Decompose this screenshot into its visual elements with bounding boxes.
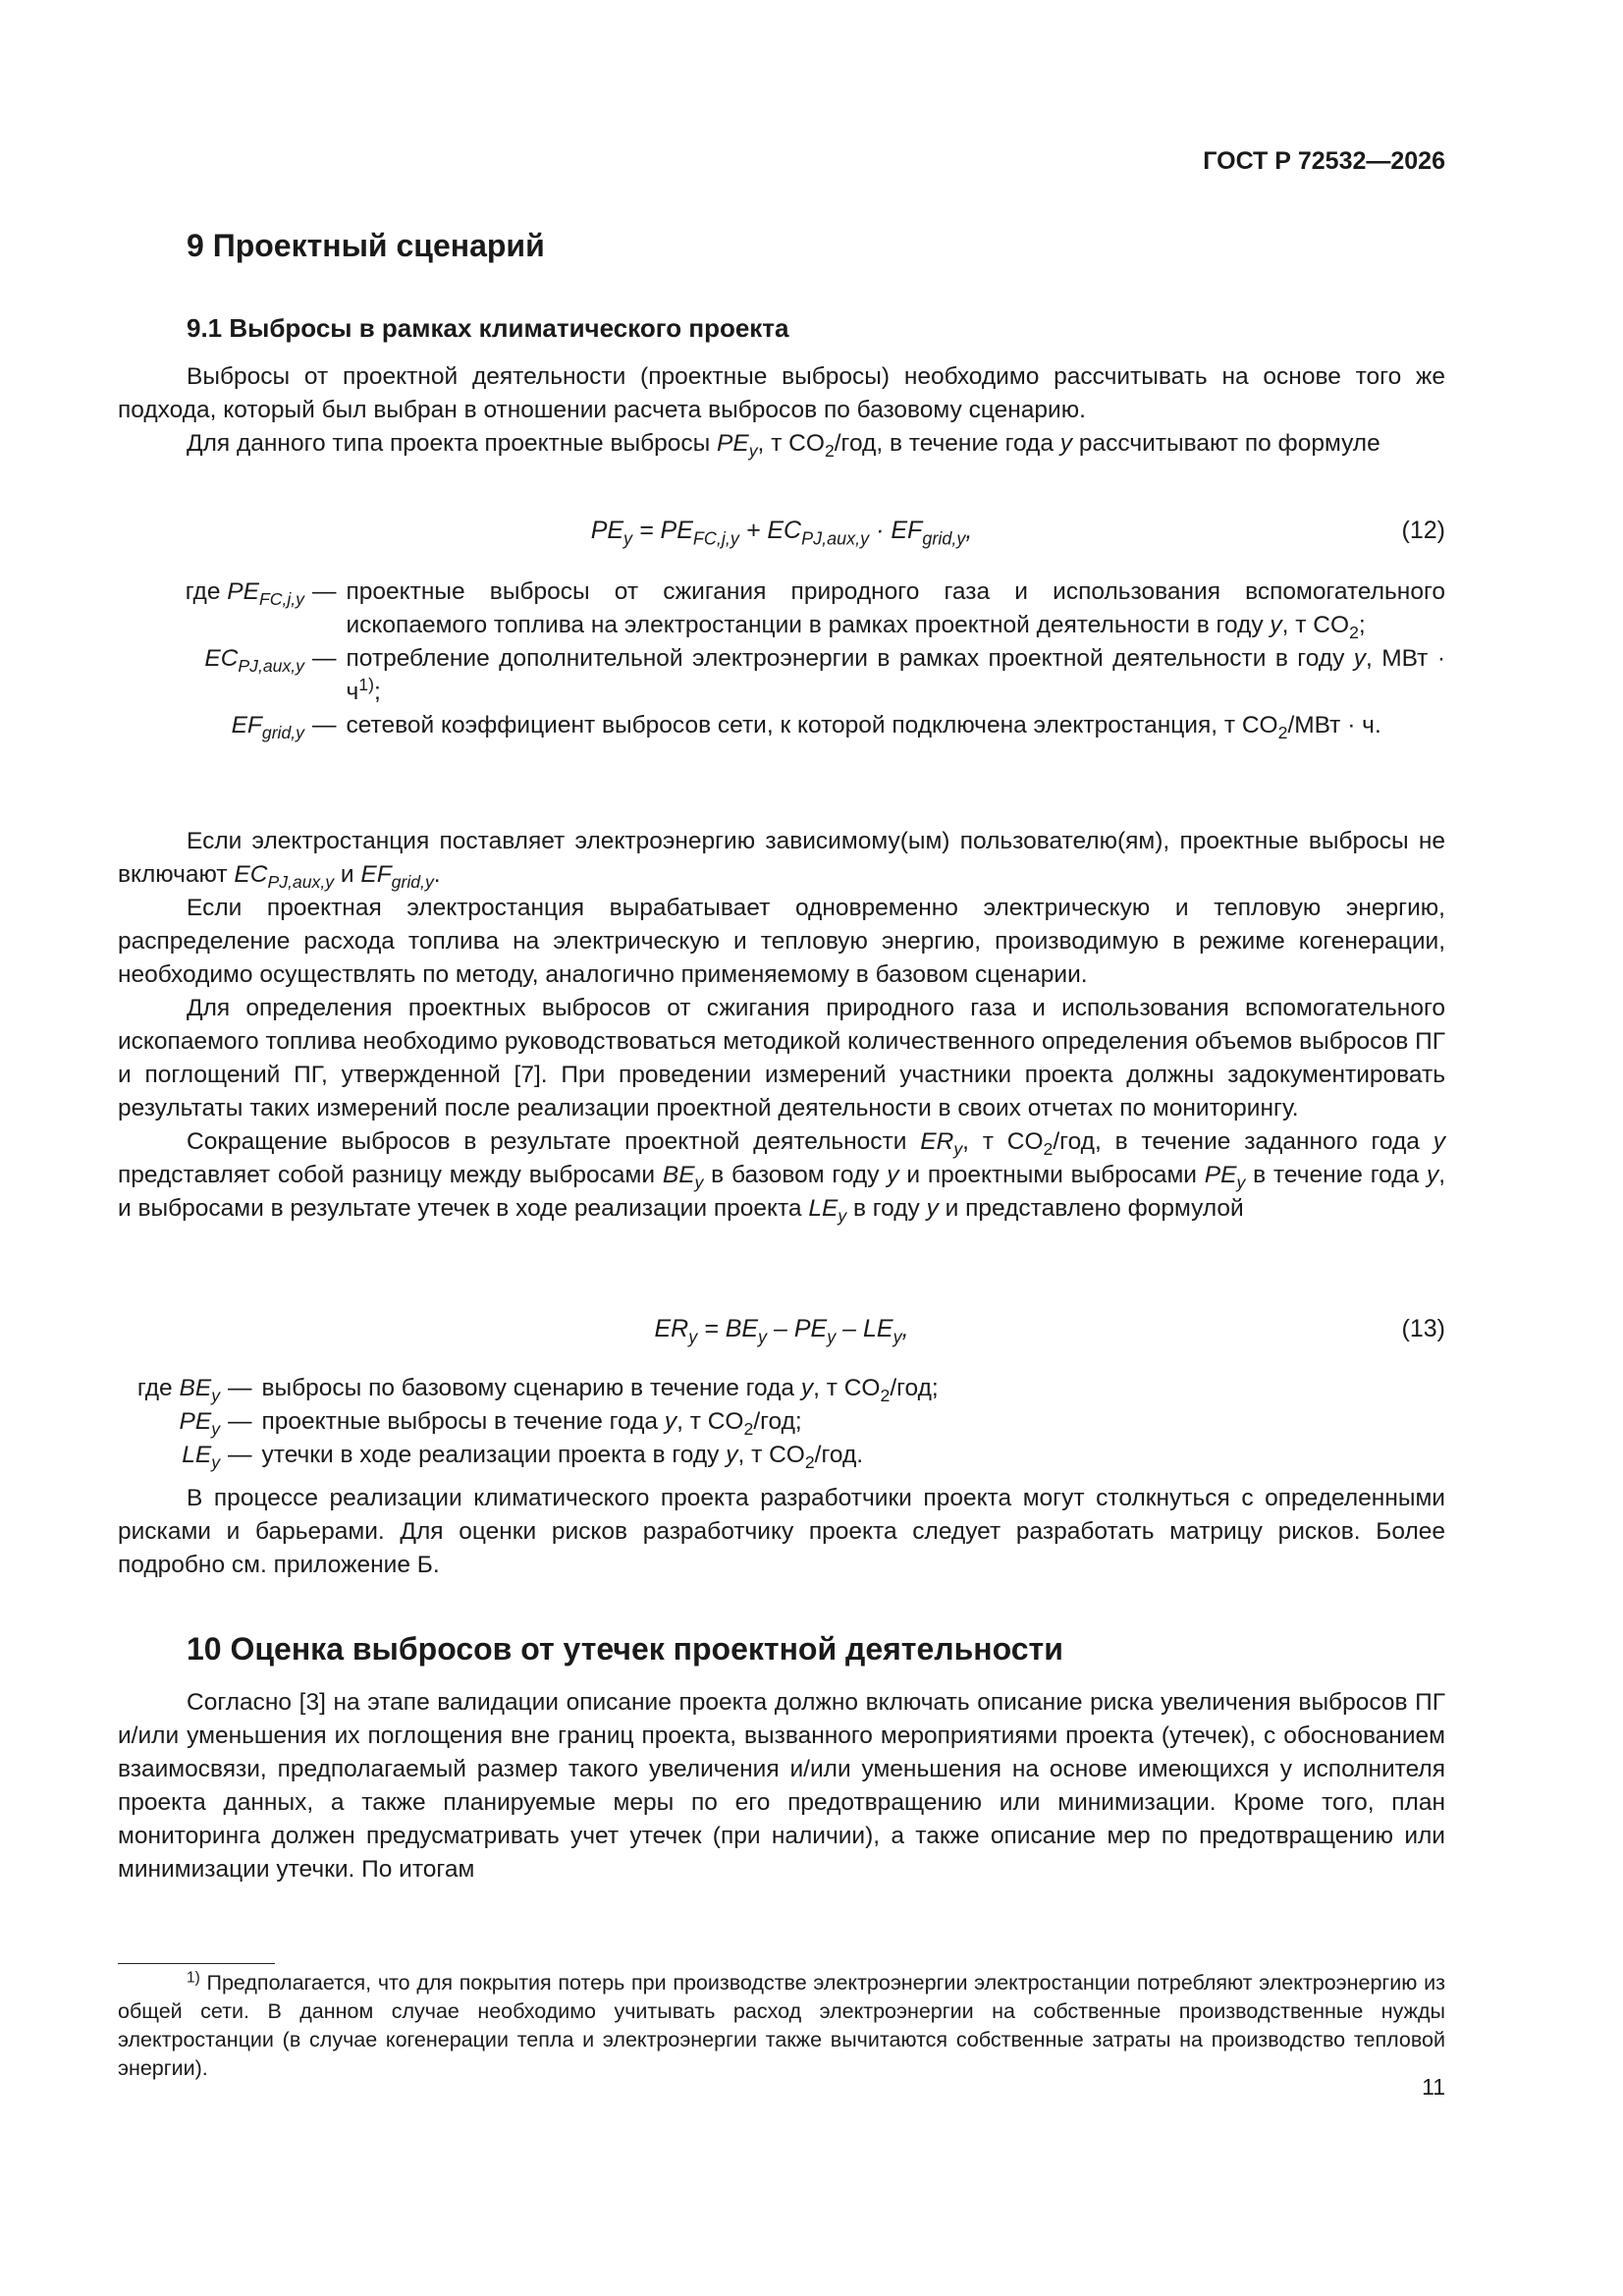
footnote — [118, 1969, 1445, 2083]
equation-12 — [118, 514, 1445, 547]
paragraph: Сокращение выбросов в результате проектной деятельности $ER_y$, т $CO_2$/год, в течение заданного года y представляет собой разницу между выбросами $BE_y$ в базовом году y и проектными выбросами $PE_y$ в течение года y, и выбросами в результате утечек в ходе реализации проекта $LE_y$ в году y и представлено формулой — [118, 1128, 1446, 1227]
equation-12-definitions — [118, 575, 1445, 742]
definition-row: где $BE_y$ — выбросы по базовому сценарию в течение года y, т $CO_2$/год; — [136, 1375, 939, 1406]
section-9-intro — [118, 360, 1445, 461]
footnote-text: Предполагается, что для покрытия потерь при производстве электроэнергии электростанции потребляют электроэнергию из общей сети. В данном случае необходимо учитывать расход электроэнергии на собственные производственные нужды электростанции (в случае когенерации тепла и электроэнергии также вычитаются собственные затраты на производство тепловой энергии). — [118, 1971, 1445, 2080]
section-9-title: 9 Проектный сценарий — [187, 228, 545, 263]
equation-13 — [118, 1312, 1445, 1345]
equation-13-formula: $ER_y = BE_y - PE_y - LE_y$, — [654, 1315, 909, 1347]
definition-row: где $PE_{FC,j,y}$ — проектные выбросы от сжигания природного газа и использования вспомогательного ископаемого топлива на электростанции в рамках проектной деятельности в году y, т $CO_2$; — [185, 578, 1445, 643]
paragraph: Выбросы от проектной деятельности (проектные выбросы) необходимо рассчитывать на основе того же подхода, который был выбран в отношении расчета выбросов по базовому сценарию. — [118, 363, 1445, 423]
section-9-closing — [118, 1482, 1445, 1582]
definition-row: $EC_{PJ,aux,y}$ — потребление дополнительной электроэнергии в рамках проектной деятельности в году y, МВт · $ч^{1)}$; — [204, 645, 1445, 705]
section-9-body — [118, 825, 1445, 1226]
paragraph: В процессе реализации климатического проекта разработчики проекта могут столкнуться с определенными рисками и барьерами. Для оценки рисков разработчику проекта следует разработать матрицу рисков. Более подробно см. приложение Б. — [118, 1485, 1445, 1578]
section-10-body — [118, 1686, 1445, 1886]
section-10-title: 10 Оценка выбросов от утечек проектной деятельности — [187, 1631, 1063, 1667]
equation-13-number: (13) — [1401, 1315, 1445, 1342]
footnote-separator — [118, 1963, 275, 1964]
page-number: 11 — [1422, 2074, 1445, 2100]
footnote-mark: 1) — [187, 1969, 200, 1987]
subsection-9-1-title: 9.1 Выбросы в рамках климатического проекта — [187, 313, 789, 343]
equation-12-formula: $PE_y = PE_{FC,j,y} + EC_{PJ,aux,y} \cdot EF_{grid,y}$, — [590, 517, 973, 549]
equation-13-definitions — [118, 1372, 1445, 1472]
document-header: ГОСТ Р 72532—2026 — [1203, 147, 1445, 175]
definition-row: $PE_y$ — проектные выбросы в течение года y, т $CO_2$/год; — [179, 1408, 802, 1440]
definition-row: $LE_y$ — утечки в ходе реализации проекта в году y, т $CO_2$/год. — [182, 1442, 864, 1473]
paragraph: Для определения проектных выбросов от сжигания природного газа и использования вспомогательного ископаемого топлива необходимо руководствоваться методикой количественного определения объемов выбросов ПГ и поглощений ПГ, утвержденной [7]. При проведении измерений участники проекта должны задокументировать результаты таких измерений после реализации проектной деятельности в своих отчетах по мониторингу. — [118, 995, 1445, 1121]
paragraph: Согласно [3] на этапе валидации описание проекта должно включать описание риска увеличения выбросов ПГ и/или уменьшения их поглощения вне границ проекта, вызванного мероприятиями проекта (утечек), с обоснованием взаимосвязи, предполагаемый размер такого увеличения и/или уменьшения на основе имеющихся у исполнителя проекта данных, а также планируемые меры по его предотвращению или минимизации. Кроме того, план мониторинга должен предусматривать учет утечек (при наличии), а также описание мер по предотвращению или минимизации утечки. По итогам — [118, 1689, 1445, 1883]
paragraph: Если проектная электростанция вырабатывает одновременно электрическую и тепловую энергию, распределение расхода топлива на электрическую и тепловую энергию, производимую в режиме когенерации, необходимо осуществлять по методу, аналогично применяемому в базовом сценарии. — [118, 895, 1445, 988]
paragraph: Для данного типа проекта проектные выбросы $PE_y$, т $CO_2$/год, в течение года y рассчитывают по формуле — [187, 430, 1380, 462]
definition-row: $EF_{grid,y}$ — сетевой коэффициент выбросов сети, к которой подключена электростанция, т $CO_2$/МВт · ч. — [231, 712, 1381, 743]
paragraph: Если электростанция поставляет электроэнергию зависимому(ым) пользователю(ям), проектные выбросы не включают $EC_{PJ,aux,y}$ и $EF_{grid,y}$. — [118, 828, 1445, 893]
equation-12-number: (12) — [1401, 517, 1445, 544]
